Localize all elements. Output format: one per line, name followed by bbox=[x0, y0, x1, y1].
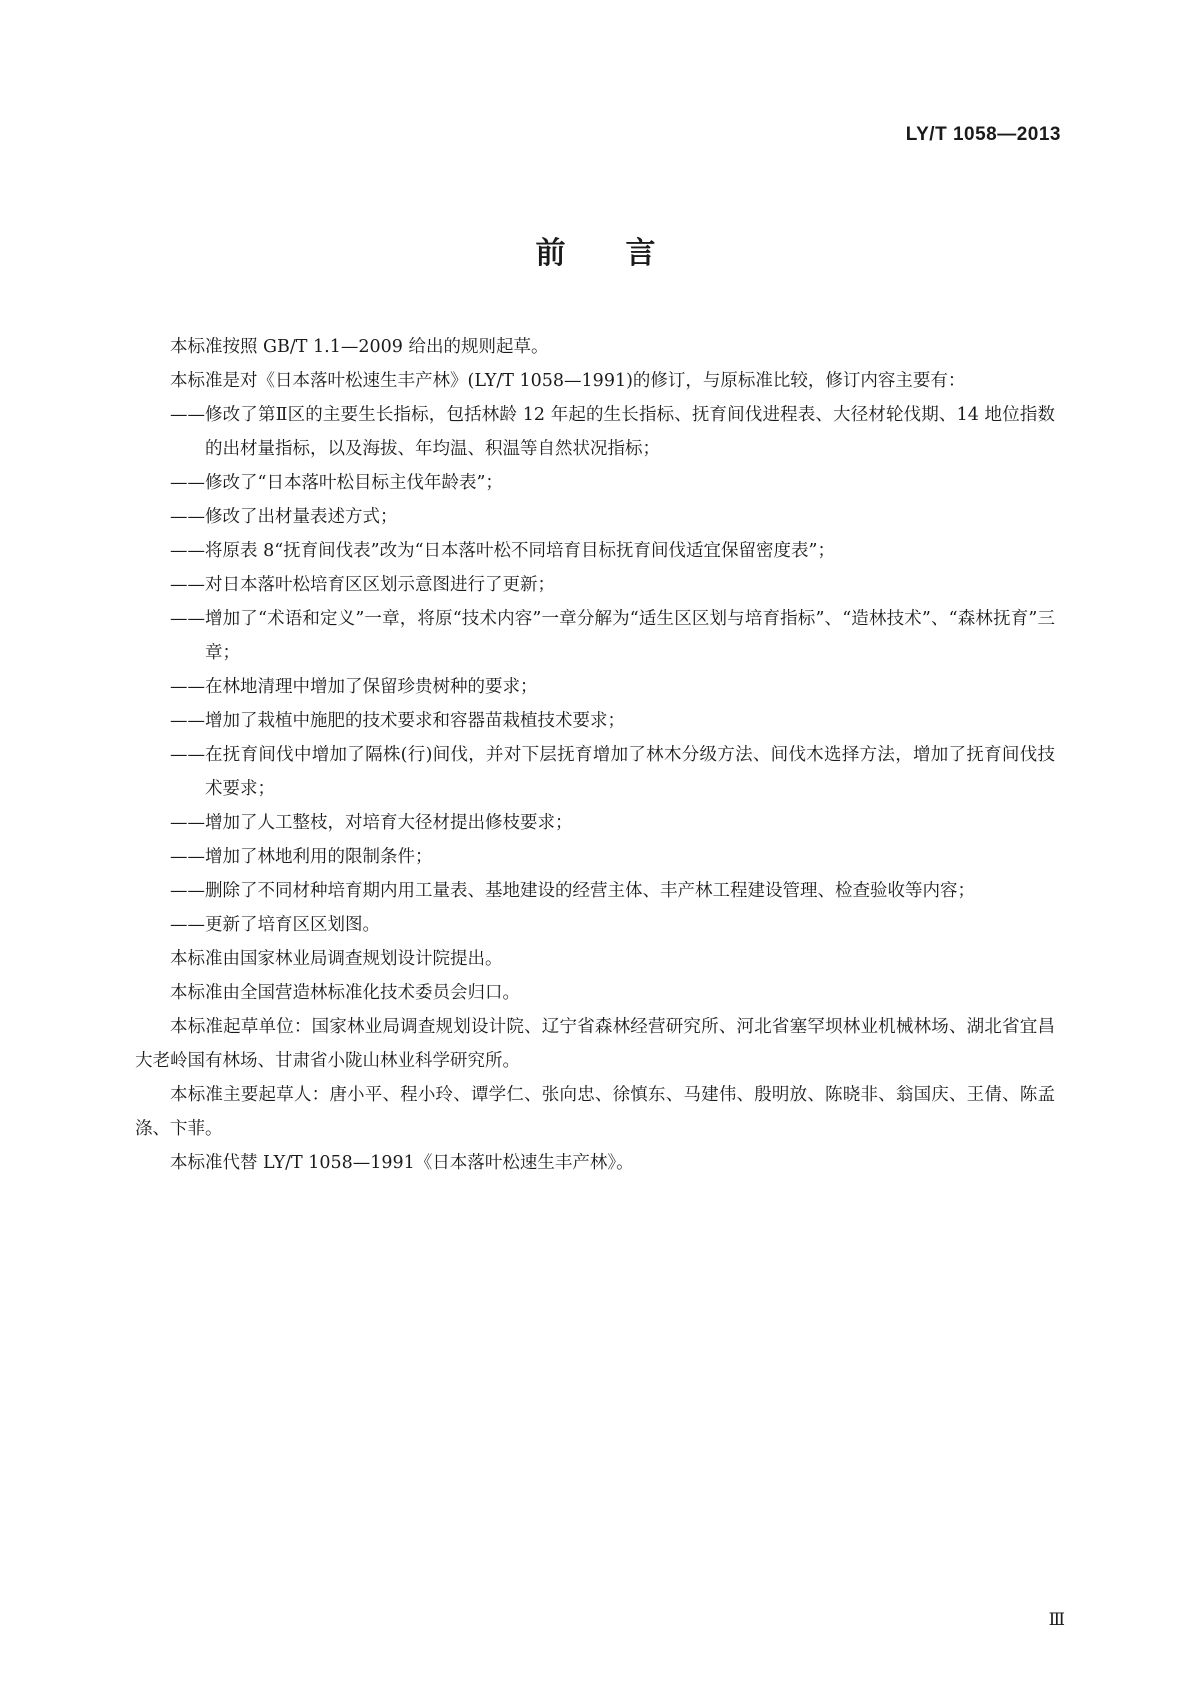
list-item bbox=[135, 534, 1055, 568]
list-item-text: 增加了人工整枝，对培育大径材提出修枝要求； bbox=[205, 813, 573, 833]
closing-paragraph: 本标准由国家林业局调查规划设计院提出。 bbox=[170, 949, 503, 969]
dash-marker: —— bbox=[170, 711, 205, 731]
list-item bbox=[135, 840, 1055, 874]
page-title: 前言 bbox=[535, 236, 716, 271]
list-item bbox=[135, 874, 1055, 908]
list-item bbox=[135, 738, 1055, 806]
dash-marker: —— bbox=[170, 813, 205, 833]
list-item-text: 更新了培育区区划图。 bbox=[205, 915, 380, 935]
list-item-text: 删除了不同材种培育期内用工量表、基地建设的经营主体、丰产林工程建设管理、检查验收等内容； bbox=[205, 881, 975, 901]
list-item-text: 增加了“术语和定义”一章，将原“技术内容”一章分解为“适生区区划与培育指标”、“造林技术”、“森林抚育”三章； bbox=[205, 609, 1055, 663]
dash-marker: —— bbox=[170, 575, 205, 595]
dash-marker: —— bbox=[170, 677, 205, 697]
dash-marker: —— bbox=[170, 541, 205, 561]
intro-paragraph: 本标准是对《日本落叶松速生丰产林》(LY/T 1058—1991)的修订，与原标准比较，修订内容主要有： bbox=[170, 371, 966, 391]
list-item bbox=[135, 670, 1055, 704]
list-item-text: 增加了栽植中施肥的技术要求和容器苗栽植技术要求； bbox=[205, 711, 625, 731]
dash-marker: —— bbox=[170, 507, 205, 527]
intro-paragraph: 本标准按照 GB/T 1.1—2009 给出的规则起草。 bbox=[170, 337, 549, 357]
closing-paragraph: 本标准主要起草人：唐小平、程小玲、谭学仁、张向忠、徐慎东、马建伟、殷明放、陈晓非、翁国庆、王倩、陈孟涤、卞菲。 bbox=[135, 1085, 1055, 1139]
dash-marker: —— bbox=[170, 473, 205, 493]
list-item bbox=[135, 500, 1055, 534]
preface-body bbox=[135, 330, 1055, 1180]
changes-list bbox=[135, 398, 1055, 942]
list-item-text: 将原表 8“抚育间伐表”改为“日本落叶松不同培育目标抚育间伐适宜保留密度表”； bbox=[205, 541, 835, 561]
dash-marker: —— bbox=[170, 405, 205, 425]
list-item-text: 对日本落叶松培育区区划示意图进行了更新； bbox=[205, 575, 555, 595]
list-item bbox=[135, 568, 1055, 602]
dash-marker: —— bbox=[170, 609, 205, 629]
dash-marker: —— bbox=[170, 847, 205, 867]
list-item bbox=[135, 704, 1055, 738]
dash-marker: —— bbox=[170, 745, 205, 765]
list-item-text: 在抚育间伐中增加了隔株(行)间伐，并对下层抚育增加了林木分级方法、间伐木选择方法，增加了抚育间伐技术要求； bbox=[205, 745, 1055, 799]
list-item-text: 在林地清理中增加了保留珍贵树种的要求； bbox=[205, 677, 538, 697]
closing-paragraph: 本标准由全国营造林标准化技术委员会归口。 bbox=[170, 983, 520, 1003]
dash-marker: —— bbox=[170, 881, 205, 901]
standard-number: LY/T 1058—2013 bbox=[905, 124, 1061, 145]
list-item bbox=[135, 908, 1055, 942]
list-item bbox=[135, 806, 1055, 840]
list-item bbox=[135, 398, 1055, 466]
list-item bbox=[135, 466, 1055, 500]
list-item-text: 修改了第Ⅱ区的主要生长指标，包括林龄 12 年起的生长指标、抚育间伐进程表、大径材轮伐期、14 地位指数的出材量指标，以及海拔、年均温、积温等自然状况指标； bbox=[205, 405, 1055, 459]
list-item-text: 增加了林地利用的限制条件； bbox=[205, 847, 433, 867]
list-item-text: 修改了“日本落叶松目标主伐年龄表”； bbox=[205, 473, 503, 493]
closing-paragraph: 本标准起草单位：国家林业局调查规划设计院、辽宁省森林经营研究所、河北省塞罕坝林业机械林场、湖北省宜昌大老岭国有林场、甘肃省小陇山林业科学研究所。 bbox=[135, 1017, 1055, 1071]
list-item-text: 修改了出材量表述方式； bbox=[205, 507, 398, 527]
closing-paragraph: 本标准代替 LY/T 1058—1991《日本落叶松速生丰产林》。 bbox=[170, 1153, 634, 1173]
page-number: Ⅲ bbox=[1048, 1610, 1065, 1630]
dash-marker: —— bbox=[170, 915, 205, 935]
list-item bbox=[135, 602, 1055, 670]
